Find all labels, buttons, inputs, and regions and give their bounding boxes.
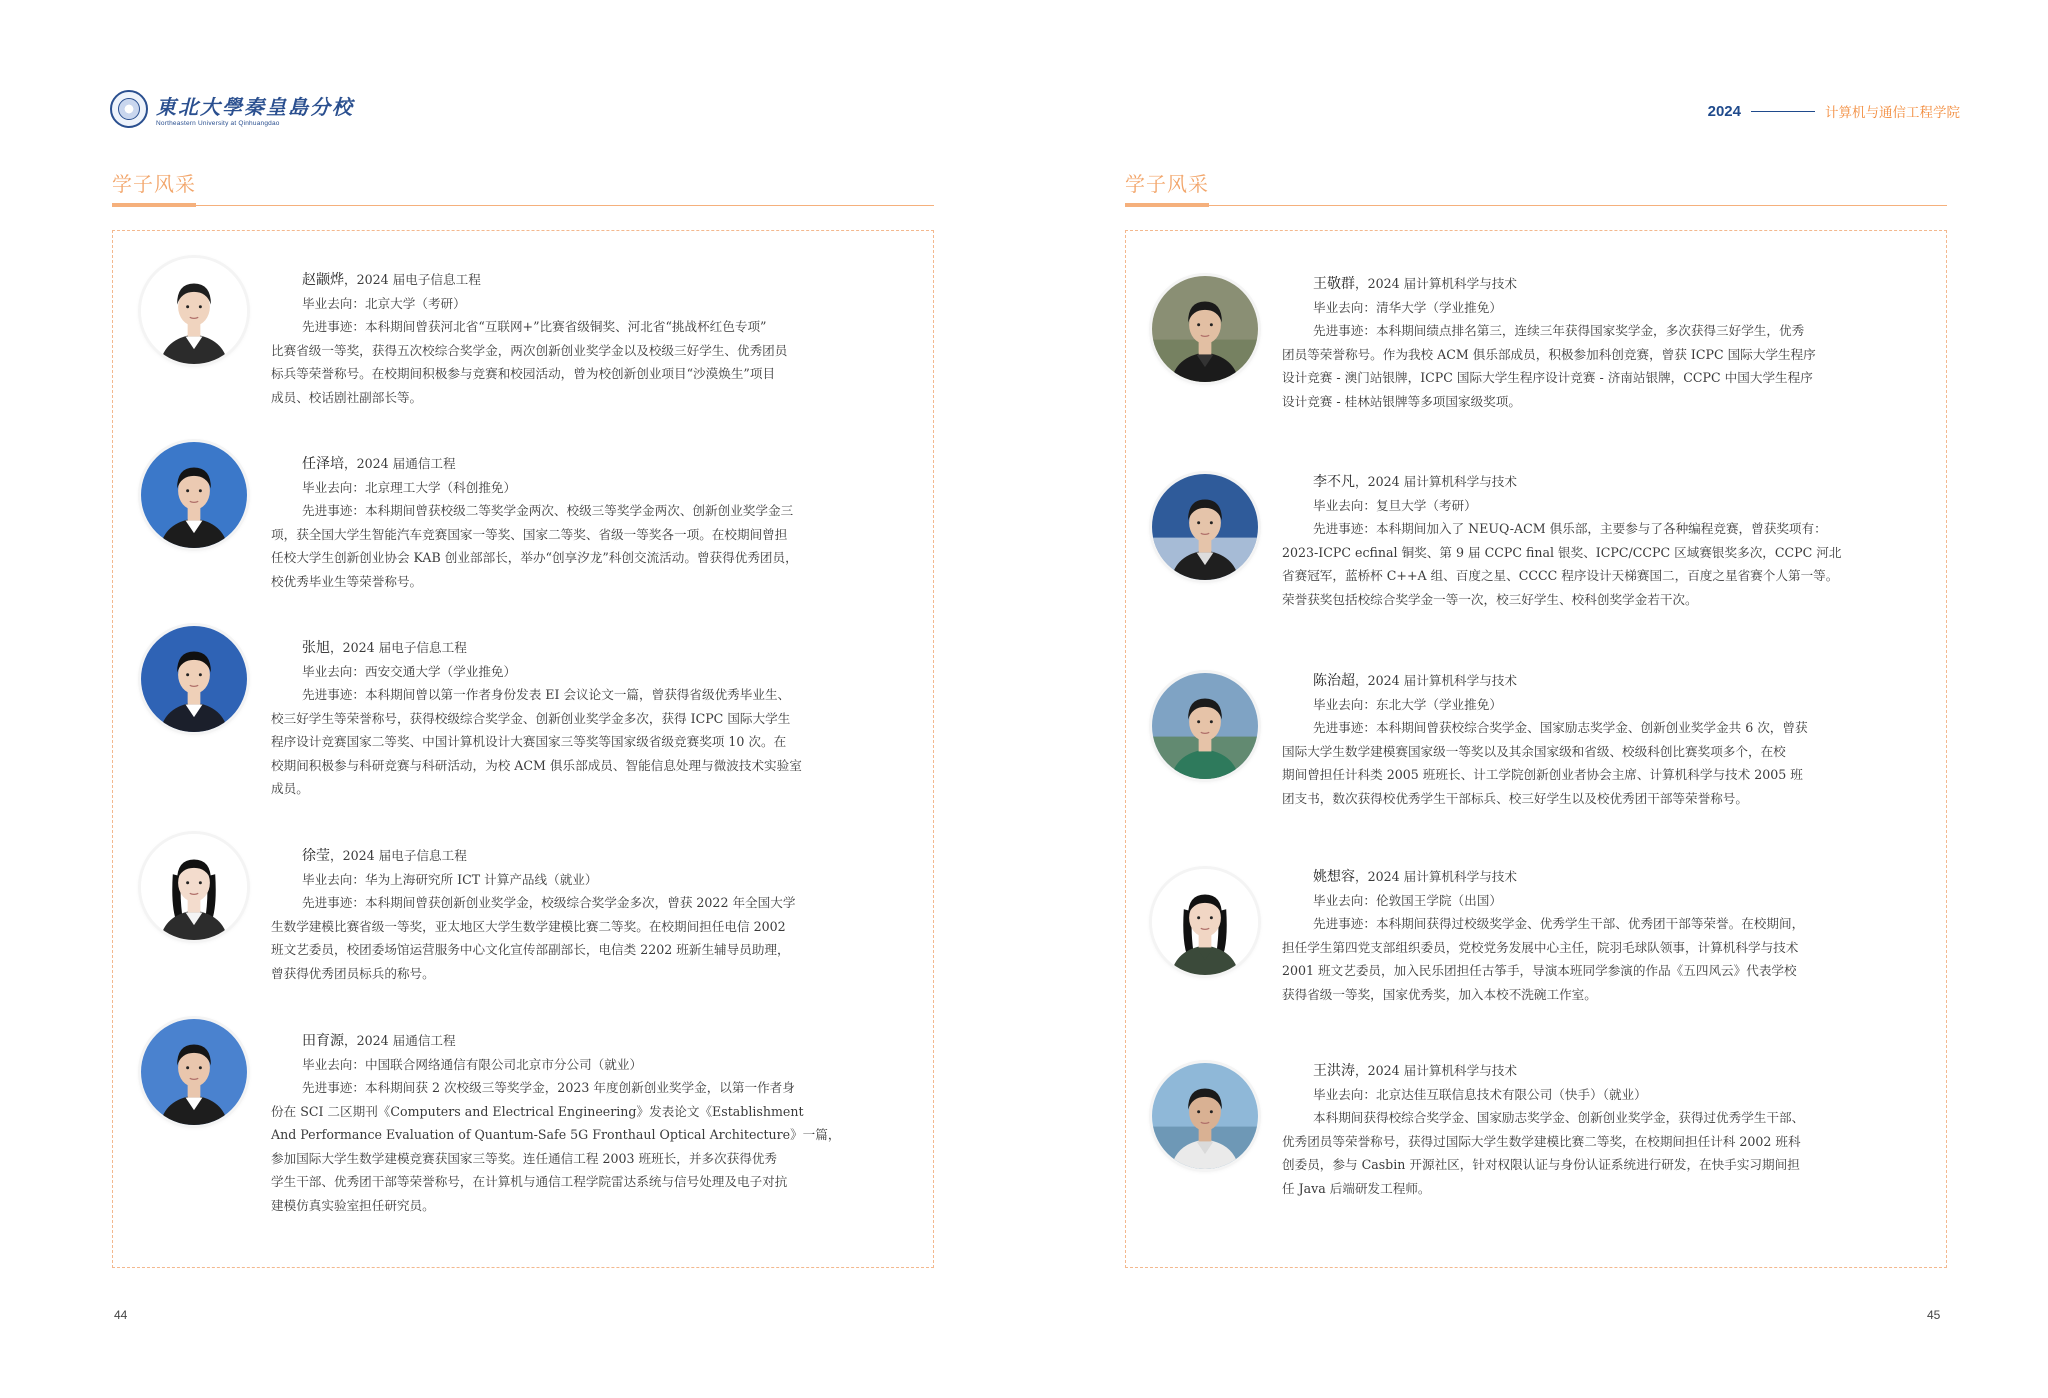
graduation-destination: 毕业去向：清华大学（学业推免） [1313,299,1502,315]
achievement-line: 班文艺委员，校团委场馆运营服务中心文化宣传部副部长，电信类 2202 班新生辅导员助理， [271,942,790,957]
achievement-line: 荣誉获奖包括校综合奖学金一等一次，校三好学生、校科创奖学金若干次。 [1282,591,1698,607]
student-photo [1152,276,1258,382]
achievement-line: 校三好学生等荣誉称号，获得校级综合奖学金、创新创业奖学金多次，获得 ICPC 国际大学生 [271,710,791,726]
student-name: 张旭 [302,639,330,655]
section-title: 学子风采 [1125,174,1209,196]
section-accent [112,203,196,207]
achievement-line: 任校大学生创新创业协会 KAB 创业部部长，举办“创享汐龙”科创交流活动。曾获得优秀团员， [271,550,798,565]
student-name: 徐莹 [302,847,330,863]
student-major: ，2024 届电子信息工程 [344,272,481,287]
section-title: 学子风采 [112,174,196,196]
page-number: 45 [1927,1308,1941,1322]
achievement-line: 团员等荣誉称号。作为我校 ACM 俱乐部成员，积极参加科创竞赛，曾获 ICPC 国际大学生程序 [1282,346,1816,362]
graduation-destination: 毕业去向：西安交通大学（学业推免） [302,663,517,679]
student-photo [141,1019,247,1125]
achievement-line: 先进事迹：本科期间获 2 次校级三等奖学金，2023 年度创新创业奖学金，以第一作者身 [302,1080,795,1095]
student-major: ，2024 届计算机科学与技术 [1355,276,1517,291]
student-name-line [271,1029,840,1053]
achievement-line: 先进事迹：本科期间加入了 NEUQ-ACM 俱乐部，主要参与了各种编程竞赛，曾获奖项有： [1313,521,1827,536]
achievement-line: 建模仿真实验室担任研究员。 [271,1197,435,1213]
student-text [271,844,795,985]
achievement-line: 成员。 [271,781,309,796]
student-text [1282,272,1816,413]
graduation-destination: 毕业去向：北京达佳互联信息技术有限公司（快手）（就业） [1313,1086,1647,1102]
student-name: 田育源 [302,1032,344,1048]
achievement-line: 程序设计竞赛国家二等奖、中国计算机设计大赛国家三等奖等国家级省级竞赛奖项 10 次。在 [271,734,787,749]
achievement-line: 获得省级一等奖，国家优秀奖，加入本校不洗碗工作室。 [1282,986,1597,1002]
student-photo [141,626,247,732]
student-name: 李不凡 [1313,473,1355,489]
student-major: ，2024 届计算机科学与技术 [1355,869,1517,884]
header-department: 计算机与通信工程学院 [1825,105,1960,120]
student-text [1282,669,1808,810]
student-name-line [1282,470,1841,494]
header-year: 2024 [1707,102,1741,120]
achievement-line: 任 Java 后端研发工程师。 [1282,1180,1431,1196]
achievement-line: 先进事迹：本科期间曾获校级二等奖学金两次、校级三等奖学金两次、创新创业奖学金三 [302,503,794,518]
section-accent [1125,203,1209,207]
achievement-line: 团支书，数次获得校优秀学生干部标兵、校三好学生以及校优秀团干部等荣誉称号。 [1282,790,1748,806]
student-name: 王敬群 [1313,275,1355,291]
student-name-line [1282,669,1808,693]
student-text [271,1029,840,1217]
achievement-line: 省赛冠军，蓝桥杯 C++A 组、百度之星、CCCC 程序设计天梯赛国二，百度之星省赛个人第一等。 [1282,568,1839,583]
student-photo [1152,474,1258,580]
achievement-line: 项，获全国大学生智能汽车竞赛国家一等奖、国家二等奖、省级一等奖各一项。在校期间曾担 [271,526,788,542]
student-major: ，2024 届电子信息工程 [330,848,467,863]
achievement-line: 标兵等荣誉称号。在校期间积极参与竞赛和校园活动，曾为校创新创业项目“沙漠焕生”项目 [271,366,776,381]
student-name: 陈治超 [1313,672,1355,688]
university-logo [110,90,354,128]
section-divider [1125,205,1947,206]
page-number: 44 [114,1308,128,1322]
student-major: ，2024 届计算机科学与技术 [1355,673,1517,688]
student-name: 王洪涛 [1313,1062,1355,1078]
achievement-line: 担任学生第四党支部组织委员，党校党务发展中心主任，院羽毛球队领事，计算机科学与技术 [1282,939,1799,955]
section-divider [112,205,934,206]
student-name-line [271,844,795,868]
student-text [271,636,802,801]
student-name-line [1282,1059,1804,1083]
student-major: ，2024 届通信工程 [344,1033,456,1048]
graduation-destination: 毕业去向：北京大学（考研） [302,295,466,311]
achievement-line: 先进事迹：本科期间绩点排名第三，连续三年获得国家奖学金，多次获得三好学生，优秀 [1313,323,1805,338]
achievement-line: 学生干部、优秀团干部等荣誉称号，在计算机与通信工程学院雷达系统与信号处理及电子对抗 [271,1174,788,1189]
achievement-line: 国际大学生数学建模赛国家级一等奖以及其余国家级和省级、校级科创比赛奖项多个，在校 [1282,743,1786,759]
achievement-line: 校优秀毕业生等荣誉称号。 [271,573,423,589]
header-right [1708,101,1960,121]
graduation-destination: 毕业去向：北京理工大学（科创推免） [302,479,517,495]
achievement-line: 校期间积极参与科研竞赛与科研活动，为校 ACM 俱乐部成员、智能信息处理与微波技术实验室 [271,757,802,773]
student-photo [141,834,247,940]
achievement-line: And Performance Evaluation of Quantum-Safe 5G Fronthaul Optical Architecture》一篇， [271,1127,841,1142]
graduation-destination: 毕业去向：东北大学（学业推免） [1313,696,1502,712]
graduation-destination: 毕业去向：华为上海研究所 ICT 计算产品线（就业） [302,871,598,887]
achievement-line: 先进事迹：本科期间曾获河北省“互联网+”比赛省级铜奖、河北省“挑战杯红色专项” [302,319,767,334]
student-name: 姚想容 [1313,868,1355,884]
student-text [1282,1059,1804,1200]
university-seal-icon [110,90,148,128]
header-line [1751,111,1815,112]
student-name-line [1282,865,1804,889]
student-text [271,268,787,409]
achievement-line: 优秀团员等荣誉称号，获得过国际大学生数学建模比赛二等奖，在校期间担任计科 2002 班科 [1282,1133,1801,1149]
student-name: 任泽培 [302,455,344,471]
achievement-line: 创委员，参与 Casbin 开源社区，针对权限认证与身份认证系统进行研发，在快手实习期间担 [1282,1157,1800,1172]
student-name-line [1282,272,1816,296]
logo-english-name: Northeastern University at Qinhuangdao [156,120,280,127]
achievement-line: 2001 班文艺委员，加入民乐团担任古筝手，导演本班同学参演的作品《五四风云》代表学校 [1282,963,1797,978]
right-page [1024,0,2048,1398]
achievement-line: 份在 SCI 二区期刊《Computers and Electrical Engineering》发表论文《Establishment [271,1103,804,1119]
student-photo [1152,673,1258,779]
achievement-line: 比赛省级一等奖，获得五次校综合奖学金，两次创新创业奖学金以及校级三好学生、优秀团员 [271,342,788,358]
student-photo [141,442,247,548]
achievement-line: 先进事迹：本科期间曾以第一作者身份发表 EI 会议论文一篇，曾获得省级优秀毕业生、 [302,687,791,702]
achievement-line: 先进事迹：本科期间获得过校级奖学金、优秀学生干部、优秀团干部等荣誉。在校期间， [1313,916,1805,931]
achievement-line: 先进事迹：本科期间曾获校综合奖学金、国家励志奖学金、创新创业奖学金共 6 次，曾获 [1313,720,1808,735]
student-major: ，2024 届电子信息工程 [330,640,467,655]
student-photo [1152,869,1258,975]
student-photo [1152,1063,1258,1169]
achievement-line: 设计竞赛 - 澳门站银牌，ICPC 国际大学生程序设计竞赛 - 济南站银牌，CCPC 中国大学生程序 [1282,370,1813,385]
student-name-line [271,636,802,660]
achievement-line: 设计竞赛 - 桂林站银牌等多项国家级奖项。 [1282,393,1521,409]
student-name-line [271,268,787,292]
achievement-line: 先进事迹：本科期间曾获创新创业奖学金，校级综合奖学金多次，曾获 2022 年全国大学 [302,895,796,910]
graduation-destination: 毕业去向：伦敦国王学院（出国） [1313,892,1502,908]
achievement-line: 生数学建模比赛省级一等奖，亚太地区大学生数学建模比赛二等奖。在校期间担任电信 2002 [271,918,786,934]
student-text [1282,470,1841,611]
achievement-line: 参加国际大学生数学建模竞赛获国家三等奖。连任通信工程 2003 班班长，并多次获得优秀 [271,1150,778,1166]
student-name-line [271,452,798,476]
student-major: ，2024 届计算机科学与技术 [1355,474,1517,489]
achievement-line: 本科期间获得校综合奖学金、国家励志奖学金、创新创业奖学金，获得过优秀学生干部、 [1313,1110,1805,1125]
student-major: ，2024 届通信工程 [344,456,456,471]
achievement-line: 曾获得优秀团员标兵的称号。 [271,965,435,981]
graduation-destination: 毕业去向：中国联合网络通信有限公司北京市分公司（就业） [302,1056,643,1072]
student-text [271,452,798,593]
achievement-line: 2023-ICPC ecfinal 铜奖、第 9 届 CCPC final 银奖、ICPC/CCPC 区域赛银奖多次，CCPC 河北 [1282,544,1842,560]
student-photo [141,258,247,364]
student-text [1282,865,1804,1006]
student-name: 赵颛烨 [302,271,344,287]
graduation-destination: 毕业去向：复旦大学（考研） [1313,497,1477,513]
achievement-line: 成员、校话剧社副部长等。 [271,389,423,405]
achievement-line: 期间曾担任计科类 2005 班班长、计工学院创新创业者协会主席、计算机科学与技术 2005 班 [1282,767,1803,782]
logo-chinese-name: 東北大學秦皇島分校 [156,95,354,119]
student-major: ，2024 届计算机科学与技术 [1355,1063,1517,1078]
